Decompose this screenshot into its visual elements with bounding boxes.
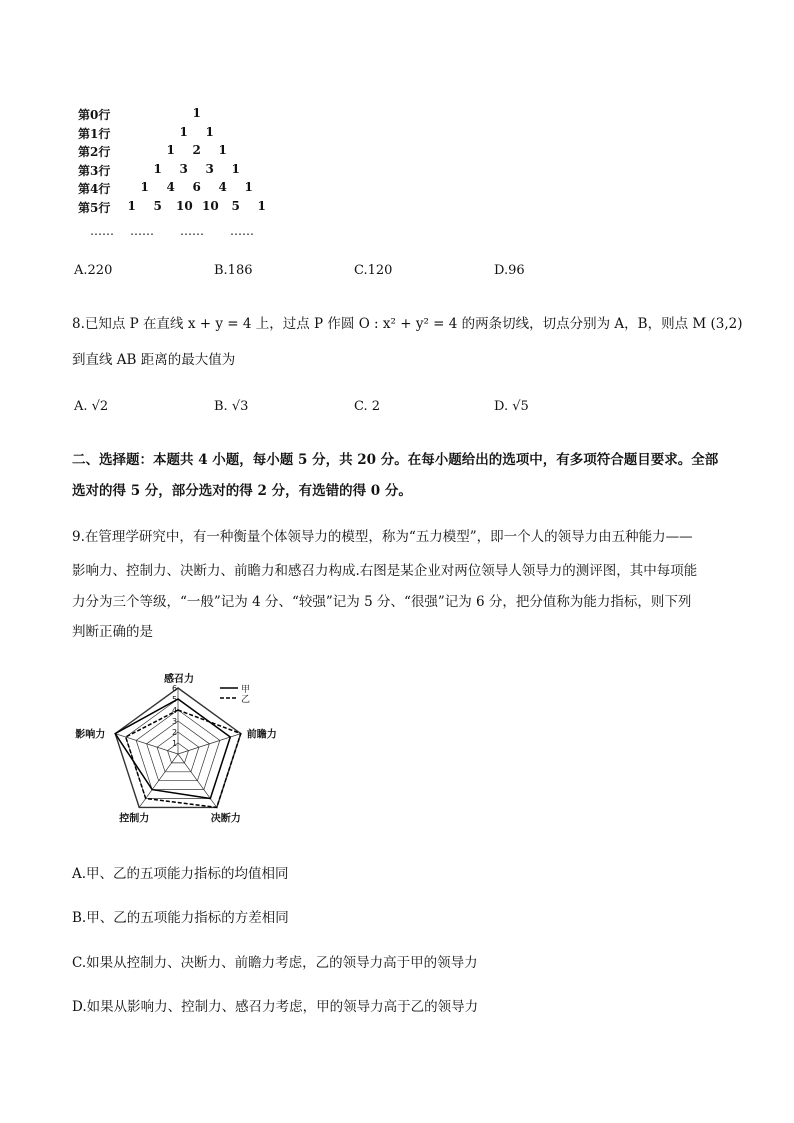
pascal-ellipsis: …… xyxy=(230,224,254,238)
q7-option-a: A.220 xyxy=(74,263,113,278)
legend-label: 甲 xyxy=(241,685,251,695)
pascal-number: 1 xyxy=(153,161,162,176)
pascal-number: 1 xyxy=(257,198,266,213)
radar-scale-label: 1 xyxy=(172,739,178,748)
pascal-number: 10 xyxy=(202,198,219,213)
pascal-number: 1 xyxy=(192,106,201,120)
q9-stem-line1: 9.在管理学研究中，有一种衡量个体领导力的模型，称为“五力模型”，即一个人的领导力由五种能力—— xyxy=(72,529,693,545)
pascal-number: 5 xyxy=(231,198,240,213)
radar-chart xyxy=(70,668,277,833)
legend-label: 乙 xyxy=(241,695,251,705)
pascal-row xyxy=(78,125,278,143)
pascal-number: 3 xyxy=(179,161,188,176)
pascal-number: 1 xyxy=(166,143,175,157)
radar-axis-label: 决断力 xyxy=(210,813,241,825)
pascal-number: 5 xyxy=(153,198,162,213)
pascal-number: 1 xyxy=(218,143,227,157)
pascal-row xyxy=(78,162,278,180)
pascal-row-label: 第0行 xyxy=(78,108,111,122)
pascal-row xyxy=(78,143,278,161)
pascal-number: 1 xyxy=(244,180,253,194)
pascal-ellipsis: …… xyxy=(90,224,114,238)
pascal-ellipsis: …… xyxy=(130,224,154,238)
pascal-number: 4 xyxy=(166,180,175,194)
radar-axis-label: 影响力 xyxy=(75,729,106,741)
pascal-number: 6 xyxy=(192,180,201,194)
q9-stem-line2: 影响力、控制力、决断力、前瞻力和感召力构成.右图是某企业对两位领导人领导力的测评图，其中每项能 xyxy=(72,563,698,579)
pascal-triangle xyxy=(78,106,278,236)
pascal-number: 1 xyxy=(127,198,136,213)
pascal-row xyxy=(78,106,278,124)
pascal-row-label: 第3行 xyxy=(78,163,111,178)
radar-scale-label: 3 xyxy=(172,717,178,726)
pascal-row xyxy=(78,180,278,198)
pascal-number: 10 xyxy=(176,198,193,213)
q8-option-a: A. √2 xyxy=(74,399,109,414)
pascal-number: 2 xyxy=(192,143,201,157)
radar-axis-label: 控制力 xyxy=(119,813,150,825)
q9-option-a: A.甲、乙的五项能力指标的均值相同 xyxy=(72,866,289,882)
pascal-row-label: 第2行 xyxy=(78,145,111,159)
pascal-number: 1 xyxy=(205,124,214,139)
pascal-row-label: 第5行 xyxy=(78,200,111,215)
pascal-row-label: 第4行 xyxy=(78,182,111,196)
radar-scale-label: 4 xyxy=(172,706,178,715)
radar-scale-label: 2 xyxy=(172,728,178,737)
radar-spoke xyxy=(115,734,178,754)
q9-option-c: C.如果从控制力、决断力、前瞻力考虑，乙的领导力高于甲的领导力 xyxy=(72,955,478,971)
q8-option-d: D. √5 xyxy=(494,399,529,414)
q9-option-b: B.甲、乙的五项能力指标的方差相同 xyxy=(72,910,289,926)
q9-option-d: D.如果从影响力、控制力、感召力考虑，甲的领导力高于乙的领导力 xyxy=(72,999,479,1015)
section2-heading-line2: 选对的得 5 分，部分选对的得 2 分，有选错的得 0 分。 xyxy=(72,483,412,499)
section2-heading-line1: 二、选择题：本题共 4 小题，每小题 5 分，共 20 分。在每小题给出的选项中，有多项符合题目要求。全部 xyxy=(72,452,719,468)
q7-option-c: C.120 xyxy=(354,263,393,278)
pascal-row-label: 第1行 xyxy=(78,126,111,141)
radar-spoke xyxy=(178,734,241,754)
q7-option-d: D.96 xyxy=(494,263,525,278)
pascal-ellipsis: …… xyxy=(180,224,204,238)
q9-stem-line3: 力分为三个等级，“一般”记为 4 分、“较强”记为 5 分、“很强”记为 6 分，把分值称为能力指标，则下列 xyxy=(72,594,692,610)
pascal-row xyxy=(78,199,278,217)
radar-scale-label: 5 xyxy=(172,695,178,704)
radar-axis-label: 感召力 xyxy=(164,674,194,685)
q8-stem-line1: 8.已知点 P 在直线 x + y = 4 上，过点 P 作圆 O : x² + y² = 4 的两条切线，切点分别为 A，B，则点 M (3,2) xyxy=(72,316,743,332)
pascal-number: 1 xyxy=(179,124,188,139)
radar-axis-label: 前瞻力 xyxy=(246,729,277,741)
q8-stem-line2: 到直线 AB 距离的最大值为 xyxy=(72,352,236,368)
pascal-number: 1 xyxy=(231,161,240,176)
q8-option-c: C. 2 xyxy=(354,399,381,414)
pascal-number: 4 xyxy=(218,180,227,194)
q8-option-b: B. √3 xyxy=(214,399,249,414)
pascal-number: 3 xyxy=(205,161,214,176)
q9-stem-line4: 判断正确的是 xyxy=(72,624,153,640)
radar-scale-label: 6 xyxy=(172,684,178,693)
q7-option-b: B.186 xyxy=(214,263,253,278)
pascal-number: 1 xyxy=(140,180,149,194)
